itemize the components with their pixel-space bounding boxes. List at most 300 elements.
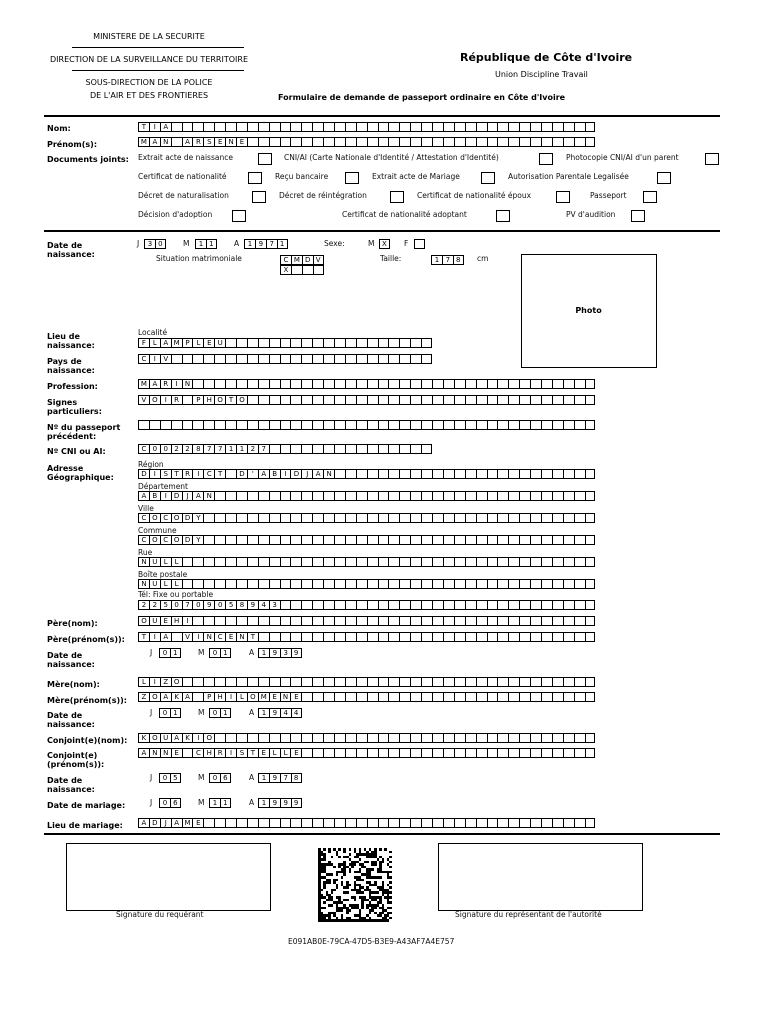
char-cell: [432, 600, 443, 610]
rue-field[interactable]: [138, 557, 595, 567]
char-cell: C: [160, 535, 171, 545]
doc-checkbox[interactable]: [258, 153, 272, 165]
char-cell: [497, 137, 508, 147]
char-cell: [290, 535, 301, 545]
char-cell: [345, 557, 356, 567]
nom-field[interactable]: [138, 122, 595, 132]
char-cell: 7: [280, 773, 291, 783]
conjoint-day-field[interactable]: [159, 773, 181, 783]
pere-nom-field[interactable]: [138, 616, 595, 626]
prenoms-field[interactable]: [138, 137, 595, 147]
char-cell: [465, 818, 476, 828]
char-cell: [476, 122, 487, 132]
signature-requerant-label: Signature du requérant: [116, 910, 204, 919]
char-cell: [345, 818, 356, 828]
char-cell: [345, 444, 356, 454]
char-cell: T: [214, 469, 225, 479]
char-cell: [585, 469, 596, 479]
char-cell: [519, 692, 530, 702]
doc-checkbox[interactable]: [248, 172, 262, 184]
conjoint-year-field[interactable]: [258, 773, 302, 783]
signature-autorite-box[interactable]: [438, 843, 643, 911]
char-cell: [301, 616, 312, 626]
char-cell: [182, 122, 193, 132]
char-cell: [367, 557, 378, 567]
char-cell: [552, 748, 563, 758]
char-cell: [378, 579, 389, 589]
char-cell: P: [192, 395, 203, 405]
char-cell: [552, 122, 563, 132]
char-cell: [280, 354, 291, 364]
char-cell: [182, 677, 193, 687]
char-cell: [410, 818, 421, 828]
profession-field[interactable]: [138, 379, 595, 389]
char-cell: [487, 600, 498, 610]
pere-year-field[interactable]: [258, 648, 302, 658]
char-cell: [334, 513, 345, 523]
char-cell: [410, 395, 421, 405]
char-cell: [487, 579, 498, 589]
char-cell: [563, 733, 574, 743]
char-cell: [530, 535, 541, 545]
sexe-m-field[interactable]: [379, 239, 390, 249]
sous-direction-title-1: SOUS-DIRECTION DE LA POLICE: [85, 78, 213, 87]
char-cell: [497, 692, 508, 702]
char-cell: [552, 379, 563, 389]
char-cell: [356, 469, 367, 479]
char-cell: [476, 818, 487, 828]
char-cell: [552, 579, 563, 589]
char-cell: [432, 469, 443, 479]
char-cell: [378, 137, 389, 147]
char-cell: [432, 557, 443, 567]
char-cell: [508, 600, 519, 610]
month-label: M: [198, 708, 205, 717]
char-cell: [378, 600, 389, 610]
doc-checkbox[interactable]: [390, 191, 404, 203]
char-cell: [334, 420, 345, 430]
char-cell: O: [247, 692, 258, 702]
char-cell: [367, 733, 378, 743]
conjoint-month-field[interactable]: [209, 773, 231, 783]
char-cell: [530, 632, 541, 642]
char-cell: [301, 338, 312, 348]
char-cell: [487, 692, 498, 702]
doc-checkbox[interactable]: [539, 153, 553, 165]
birth-day-field[interactable]: [144, 239, 166, 249]
char-cell: [367, 354, 378, 364]
char-cell: [192, 579, 203, 589]
char-cell: [497, 395, 508, 405]
doc-checkbox[interactable]: [657, 172, 671, 184]
char-cell: [280, 733, 291, 743]
char-cell: [312, 354, 323, 364]
char-cell: [487, 748, 498, 758]
label-conjoint-nom: Conjoint(e)(nom):: [47, 736, 128, 745]
char-cell: [214, 513, 225, 523]
char-cell: 6: [170, 798, 181, 808]
char-cell: [497, 632, 508, 642]
char-cell: [367, 379, 378, 389]
char-cell: [258, 579, 269, 589]
char-cell: X: [280, 265, 291, 275]
conjoint-prenoms-field[interactable]: [138, 748, 595, 758]
char-cell: [388, 535, 399, 545]
sous-direction-title-2: DE L'AIR ET DES FRONTIERES: [89, 91, 209, 100]
char-cell: [476, 420, 487, 430]
char-cell: [378, 379, 389, 389]
char-cell: [356, 513, 367, 523]
photo-label: Photo: [575, 306, 602, 315]
char-cell: [269, 535, 280, 545]
char-cell: [334, 557, 345, 567]
char-cell: [519, 748, 530, 758]
char-cell: [410, 354, 421, 364]
doc-checkbox[interactable]: [643, 191, 657, 203]
ville-field[interactable]: [138, 513, 595, 523]
char-cell: 1: [277, 239, 288, 249]
char-cell: [476, 632, 487, 642]
char-cell: M: [182, 818, 193, 828]
char-cell: [399, 579, 410, 589]
char-cell: Z: [138, 692, 149, 702]
char-cell: [454, 632, 465, 642]
char-cell: C: [280, 255, 291, 265]
char-cell: [530, 513, 541, 523]
char-cell: C: [214, 632, 225, 642]
departement-field[interactable]: [138, 491, 595, 501]
pere-prenoms-field[interactable]: [138, 632, 595, 642]
char-cell: [301, 513, 312, 523]
char-cell: A: [182, 692, 193, 702]
commune-label: Commune: [138, 526, 177, 535]
char-cell: [345, 579, 356, 589]
char-cell: [334, 338, 345, 348]
label-pere-nom: Père(nom):: [47, 619, 98, 628]
char-cell: [291, 265, 302, 275]
char-cell: [334, 733, 345, 743]
char-cell: [563, 748, 574, 758]
doc-checkbox[interactable]: [481, 172, 495, 184]
mere-year-field[interactable]: [258, 708, 302, 718]
char-cell: I: [225, 748, 236, 758]
char-cell: C: [138, 444, 149, 454]
year-label: A: [249, 773, 255, 782]
situation-values[interactable]: [280, 265, 324, 275]
char-cell: [541, 395, 552, 405]
lieu-mariage-field[interactable]: [138, 818, 595, 828]
char-cell: [203, 535, 214, 545]
char-cell: I: [160, 395, 171, 405]
char-cell: T: [247, 748, 258, 758]
char-cell: [214, 557, 225, 567]
char-cell: [258, 395, 269, 405]
char-cell: [487, 137, 498, 147]
conjoint-nom-field[interactable]: [138, 733, 595, 743]
char-cell: S: [203, 137, 214, 147]
char-cell: [465, 600, 476, 610]
char-cell: [530, 579, 541, 589]
doc-checkbox[interactable]: [631, 210, 645, 222]
char-cell: S: [236, 748, 247, 758]
label-mere-nom: Mère(nom):: [47, 680, 100, 689]
char-cell: [497, 535, 508, 545]
char-cell: 4: [291, 708, 302, 718]
photo-box[interactable]: [521, 254, 657, 368]
char-cell: [388, 818, 399, 828]
char-cell: I: [160, 491, 171, 501]
char-cell: [247, 677, 258, 687]
char-cell: [236, 557, 247, 567]
char-cell: [290, 420, 301, 430]
char-cell: [323, 354, 334, 364]
char-cell: [585, 748, 596, 758]
doc-checkbox[interactable]: [252, 191, 266, 203]
char-cell: [214, 818, 225, 828]
char-cell: 3: [144, 239, 155, 249]
char-cell: [182, 557, 193, 567]
char-cell: [388, 137, 399, 147]
char-cell: [508, 122, 519, 132]
month-label: M: [198, 773, 205, 782]
char-cell: I: [149, 122, 160, 132]
char-cell: [563, 535, 574, 545]
char-cell: [585, 579, 596, 589]
char-cell: [356, 420, 367, 430]
commune-field[interactable]: [138, 535, 595, 545]
char-cell: [334, 692, 345, 702]
char-cell: [290, 338, 301, 348]
char-cell: [508, 469, 519, 479]
char-cell: [323, 632, 334, 642]
char-cell: [585, 379, 596, 389]
char-cell: [487, 491, 498, 501]
char-cell: 3: [269, 600, 280, 610]
char-cell: [247, 513, 258, 523]
char-cell: [269, 420, 280, 430]
pere-month-field[interactable]: [209, 648, 231, 658]
doc-checkbox[interactable]: [705, 153, 719, 165]
char-cell: D: [171, 491, 182, 501]
char-cell: [345, 616, 356, 626]
char-cell: [301, 491, 312, 501]
region-field[interactable]: [138, 469, 595, 479]
mere-prenoms-field[interactable]: [138, 692, 595, 702]
char-cell: [388, 557, 399, 567]
doc-checkbox[interactable]: [496, 210, 510, 222]
birth-month-field[interactable]: [195, 239, 217, 249]
char-cell: [367, 420, 378, 430]
char-cell: [192, 557, 203, 567]
char-cell: [519, 818, 530, 828]
char-cell: [290, 395, 301, 405]
char-cell: O: [171, 513, 182, 523]
char-cell: [443, 579, 454, 589]
sexe-label: Sexe:: [324, 239, 345, 248]
char-cell: D: [138, 469, 149, 479]
char-cell: [399, 491, 410, 501]
char-cell: [530, 616, 541, 626]
char-cell: [323, 818, 334, 828]
char-cell: [541, 420, 552, 430]
lieu-naissance-field[interactable]: [138, 338, 432, 348]
doc-checkbox[interactable]: [345, 172, 359, 184]
char-cell: [497, 579, 508, 589]
char-cell: [465, 579, 476, 589]
char-cell: [476, 491, 487, 501]
char-cell: [367, 677, 378, 687]
char-cell: [563, 395, 574, 405]
char-cell: [410, 733, 421, 743]
doc-checkbox[interactable]: [556, 191, 570, 203]
char-cell: O: [171, 535, 182, 545]
char-cell: [356, 733, 367, 743]
label-date-mariage: Date de mariage:: [47, 801, 126, 810]
char-cell: [345, 632, 356, 642]
localite-label: Localité: [138, 328, 168, 337]
char-cell: 9: [269, 708, 280, 718]
char-cell: [225, 122, 236, 132]
char-cell: [508, 491, 519, 501]
char-cell: [356, 818, 367, 828]
char-cell: [388, 513, 399, 523]
char-cell: [312, 535, 323, 545]
char-cell: [334, 444, 345, 454]
char-cell: K: [138, 733, 149, 743]
char-cell: F: [138, 338, 149, 348]
doc-label: Certificat de nationalité: [138, 172, 227, 181]
signature-autorite-label: Signature du représentant de l'autorité: [455, 910, 602, 919]
char-cell: [388, 469, 399, 479]
char-cell: [290, 733, 301, 743]
char-cell: A: [258, 469, 269, 479]
mariage-year-field[interactable]: [258, 798, 302, 808]
pere-day-field[interactable]: [159, 648, 181, 658]
char-cell: [280, 379, 291, 389]
char-cell: N: [138, 557, 149, 567]
char-cell: [258, 338, 269, 348]
char-cell: K: [171, 692, 182, 702]
signes-field[interactable]: [138, 395, 595, 405]
cni-field[interactable]: [138, 444, 432, 454]
char-cell: [378, 616, 389, 626]
pays-naissance-field[interactable]: [138, 354, 432, 364]
char-cell: [334, 122, 345, 132]
taille-field[interactable]: [431, 255, 464, 265]
char-cell: [487, 122, 498, 132]
char-cell: [519, 137, 530, 147]
signature-requerant-box[interactable]: [66, 843, 271, 911]
mariage-day-field[interactable]: [159, 798, 181, 808]
label-lieu-mariage: Lieu de mariage:: [47, 821, 123, 830]
mere-nom-field[interactable]: [138, 677, 595, 687]
mere-day-field[interactable]: [159, 708, 181, 718]
char-cell: 0: [149, 444, 160, 454]
char-cell: [541, 557, 552, 567]
char-cell: V: [160, 354, 171, 364]
char-cell: [312, 379, 323, 389]
char-cell: [465, 122, 476, 132]
char-cell: [574, 420, 585, 430]
char-cell: O: [149, 692, 160, 702]
char-cell: [334, 491, 345, 501]
char-cell: [497, 379, 508, 389]
char-cell: M: [171, 338, 182, 348]
char-cell: [585, 600, 596, 610]
char-cell: [399, 600, 410, 610]
char-cell: [214, 535, 225, 545]
char-cell: [378, 338, 389, 348]
mere-month-field[interactable]: [209, 708, 231, 718]
char-cell: [530, 137, 541, 147]
doc-checkbox[interactable]: [232, 210, 246, 222]
char-cell: [443, 557, 454, 567]
char-cell: 1: [209, 798, 220, 808]
char-cell: 9: [203, 600, 214, 610]
sexe-f-field[interactable]: [414, 239, 425, 249]
char-cell: [465, 469, 476, 479]
char-cell: [421, 616, 432, 626]
char-cell: [421, 733, 432, 743]
char-cell: 4: [258, 600, 269, 610]
char-cell: [443, 513, 454, 523]
char-cell: [290, 444, 301, 454]
birth-year-field[interactable]: [244, 239, 288, 249]
char-cell: [552, 491, 563, 501]
char-cell: [519, 379, 530, 389]
passeport-precedent-field[interactable]: [138, 420, 595, 430]
char-cell: J: [182, 491, 193, 501]
char-cell: [225, 616, 236, 626]
char-cell: E: [290, 692, 301, 702]
char-cell: [378, 677, 389, 687]
char-cell: [247, 395, 258, 405]
char-cell: 0: [214, 600, 225, 610]
char-cell: [214, 616, 225, 626]
char-cell: R: [182, 469, 193, 479]
char-cell: [269, 632, 280, 642]
boite-field[interactable]: [138, 579, 595, 589]
char-cell: [421, 818, 432, 828]
char-cell: A: [160, 632, 171, 642]
char-cell: [290, 818, 301, 828]
mariage-month-field[interactable]: [209, 798, 231, 808]
char-cell: [574, 677, 585, 687]
label-profession: Profession:: [47, 382, 98, 391]
char-cell: [301, 354, 312, 364]
char-cell: I: [149, 632, 160, 642]
char-cell: [214, 420, 225, 430]
char-cell: [356, 395, 367, 405]
char-cell: N: [203, 491, 214, 501]
char-cell: [334, 469, 345, 479]
char-cell: 1: [220, 648, 231, 658]
char-cell: [345, 600, 356, 610]
char-cell: [465, 137, 476, 147]
label-lieu-naissance: Lieu de naissance:: [47, 332, 95, 350]
char-cell: [443, 469, 454, 479]
section-rule: [44, 230, 720, 232]
char-cell: [312, 491, 323, 501]
char-cell: [519, 600, 530, 610]
char-cell: 0: [209, 648, 220, 658]
char-cell: [508, 535, 519, 545]
char-cell: [345, 354, 356, 364]
label-pays-naissance: Pays de naissance:: [47, 357, 95, 375]
char-cell: R: [214, 748, 225, 758]
tel-field[interactable]: [138, 600, 595, 610]
char-cell: [182, 395, 193, 405]
